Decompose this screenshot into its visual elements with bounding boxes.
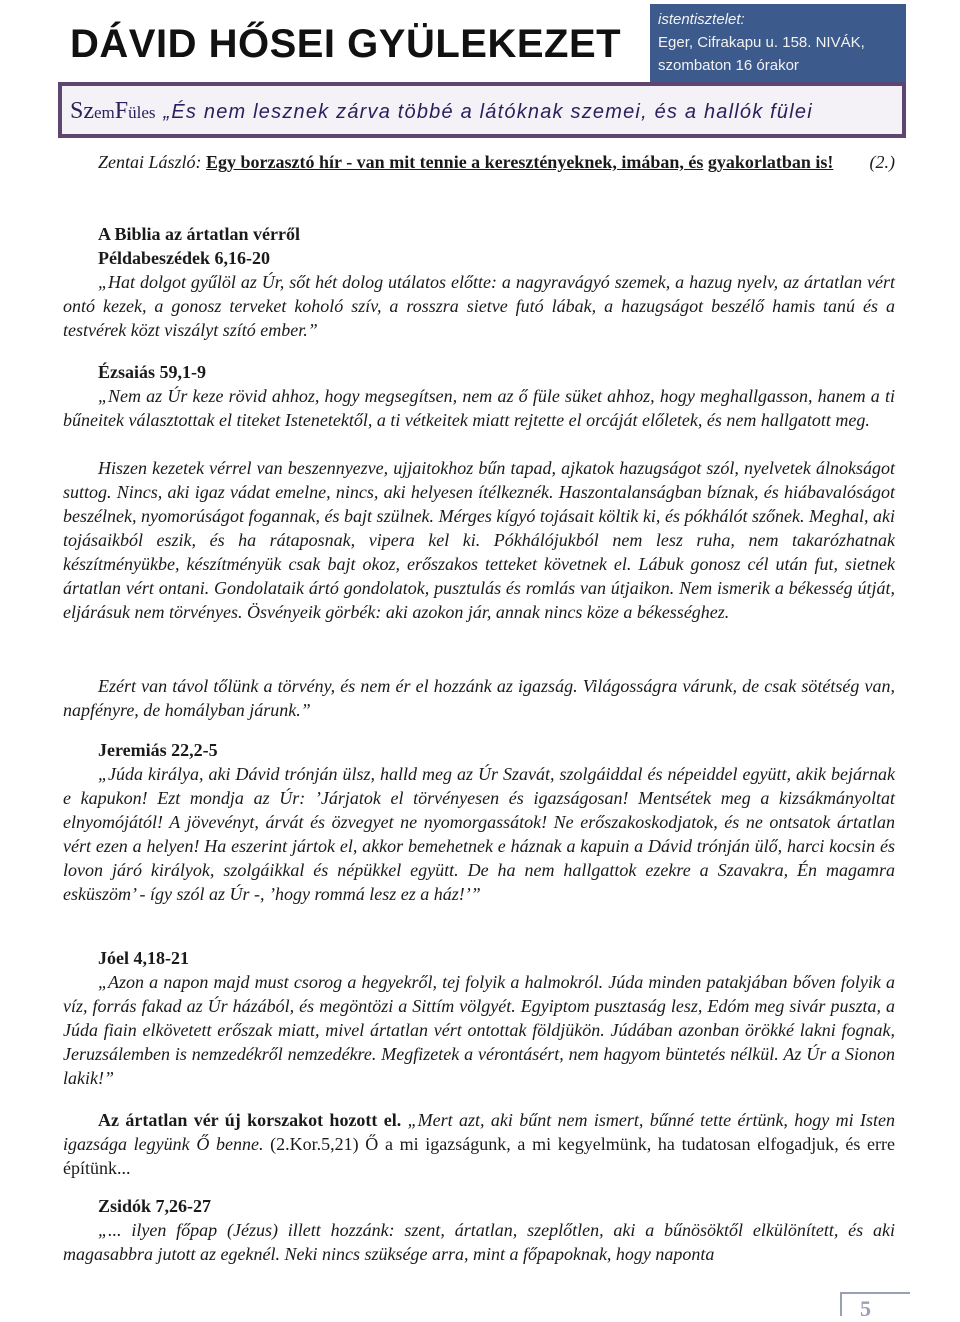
article-title-end: gyakorlatban is! <box>707 152 834 172</box>
new-era-quote: „Mert azt, aki bűnt nem ismert, bűnné tette értünk, hogy mi Isten igazsága legyünk Ő benne. <box>63 1110 895 1154</box>
service-place: Eger, Cifrakapu u. 158. NIVÁK, <box>658 34 865 51</box>
section-heading: A Biblia az ártatlan vérről <box>98 224 300 244</box>
quote-jeremiah: „Júda királya, aki Dávid trónján ülsz, halld meg az Úr Szavát, szolgáiddal és népeiddel együtt, akik bejárnak e kapukon! Ezt mondja az Úr: ’Járjatok el törvényesen és igazságosan! Mentsétek meg a kizsákmányoltat elnyomójától! A jövevényt, árvát és özvegyet ne nyomorgassátok! Ne erőszakoskodjatok, és ne ontsatok ártatlan vért ezen a helyen! Ha eszerint jártok el, akkor bemehetnek e háznak a kapuin a Dávid trónján ülő, harci kocsin és lovon járó királyok, szolgáikkal és népükkel együtt. De ha nem hallgattok ezekre a Szavakra, Én magamra esküszöm’ - így szól az Úr -, ’hogy rommá lesz ez a ház!’” <box>63 764 895 904</box>
newsletter-banner <box>58 82 906 138</box>
page-number: 5 <box>860 1296 871 1321</box>
reference-hebrews: Zsidók 7,26-27 <box>98 1196 212 1216</box>
reference-proverbs: Példabeszédek 6,16-20 <box>98 248 270 268</box>
banner-logo-ules: üles <box>128 103 156 122</box>
church-title: DÁVID HŐSEI GYÜLEKEZET <box>70 22 622 66</box>
service-info-box <box>650 4 906 82</box>
banner-motto: „És nem lesznek zárva többé a látóknak szemei, és a hallók fülei <box>163 101 813 123</box>
quote-isaiah-3: Ezért van távol tőlünk a törvény, és nem ér el hozzánk az igazság. Világosságra várunk, de csak sötétség van, napfényre, de homályban járunk.” <box>63 676 895 720</box>
reference-joel: Jóel 4,18-21 <box>98 948 189 968</box>
quote-proverbs: „Hat dolgot gyűlöl az Úr, sőt hét dolog utálatos előtte: a nagyravágyó szemek, a hazug nyelv, az ártatlan vért ontó kezek, a gonosz terveket koholó szív, a rosszra sietve futó lábak, a hazugságot beszélő hamis tanú és a testvérek közt viszályt szító ember.” <box>63 272 895 340</box>
banner-logo-em: em <box>94 103 115 122</box>
banner-text <box>70 98 813 125</box>
banner-logo-sz: Sz <box>70 98 94 124</box>
article-byline <box>63 150 895 174</box>
reference-jeremiah: Jeremiás 22,2-5 <box>98 740 218 760</box>
author: Zentai László: <box>98 152 202 172</box>
page-number-frame <box>840 1292 910 1316</box>
service-time: szombaton 16 órakor <box>658 57 799 74</box>
article-title: Egy borzasztó hír - van mit tennie a keresztényeknek, imában, és <box>206 152 704 172</box>
new-era-paragraph <box>63 1108 895 1180</box>
quote-isaiah-1: „Nem az Úr keze rövid ahhoz, hogy megsegítsen, nem az ő füle süket ahhoz, hogy meghallgasson, hanem a ti bűneitek választottak el titeket Istenetektől, a ti vétkeitek miatt rejtette el orcáját előletek, és nem hallgatott meg. <box>63 386 895 430</box>
quote-hebrews: „... ilyen főpap (Jézus) illett hozzánk: szent, ártatlan, szeplőtlen, aki a bűnösöktől elkülönített, és aki magasabbra jutott az egeknél. Neki nincs szüksége arra, mint a főpapoknak, hogy naponta <box>63 1220 895 1264</box>
quote-isaiah-2: Hiszen kezetek vérrel van beszennyezve, ujjaitokhoz bűn tapad, ajkatok hazugságot szól, nyelvetek álnokságot suttog. Nincs, aki igaz vádat emelne, nincs, aki helyesen ítélkeznék. Haszontalanságban bíznak, és hiábavalóságot beszélnek, nyomorúságot fogannak, és bajt szülnek. Mérges kígyó tojásait költik ki, és pókhálót szőnek. Meghal, aki tojásaikból eszik, és ha rátaposnak, vipera kel ki. Pókhálójukból nem lesz ruha, nem takarózhatnak készítményükbe, készítményük csak bajt okoz, erőszakos tetteket követnek el. Lábuk gonosz cél után fut, sietnek ártatlan vért ontani. Gondolataik ártó gondolatok, pusztulás és romlás van útjaikon. Nem ismerik a békesség útját, eljárásuk nem törvényes. Ösvényeik görbék: aki azokon jár, annak nincs köze a békességhez. <box>63 458 895 622</box>
new-era-heading: Az ártatlan vér új korszakot hozott el. <box>98 1110 402 1130</box>
part-number: (2.) <box>869 152 895 172</box>
reference-isaiah: Ézsaiás 59,1-9 <box>98 362 206 382</box>
service-label: istentisztelet: <box>658 11 745 28</box>
quote-joel: „Azon a napon majd must csorog a hegyekről, tej folyik a halmokról. Júda minden patakjában bőven folyik a víz, forrás fakad az Úr házából, és megöntözi a Sittím völgyét. Egyiptom pusztaság lesz, Edóm meg sivár puszta, a Júda fiain elkövetett erőszak miatt, mivel ártatlan vért ontottak földjükön. Júdában azonban örökké lakni fognak, Jeruzsálemben is nemzedékről nemzedékre. Megfizetek a vérontásért, nem hagyom büntetés nélkül. Az Úr a Sionon lakik!” <box>63 972 895 1088</box>
banner-logo-f: F <box>114 98 129 124</box>
new-era-text: (2.Kor.5,21) Ő a mi igazságunk, a mi kegyelmünk, ha tudatosan elfogadjuk, és erre építünk... <box>63 1134 895 1178</box>
